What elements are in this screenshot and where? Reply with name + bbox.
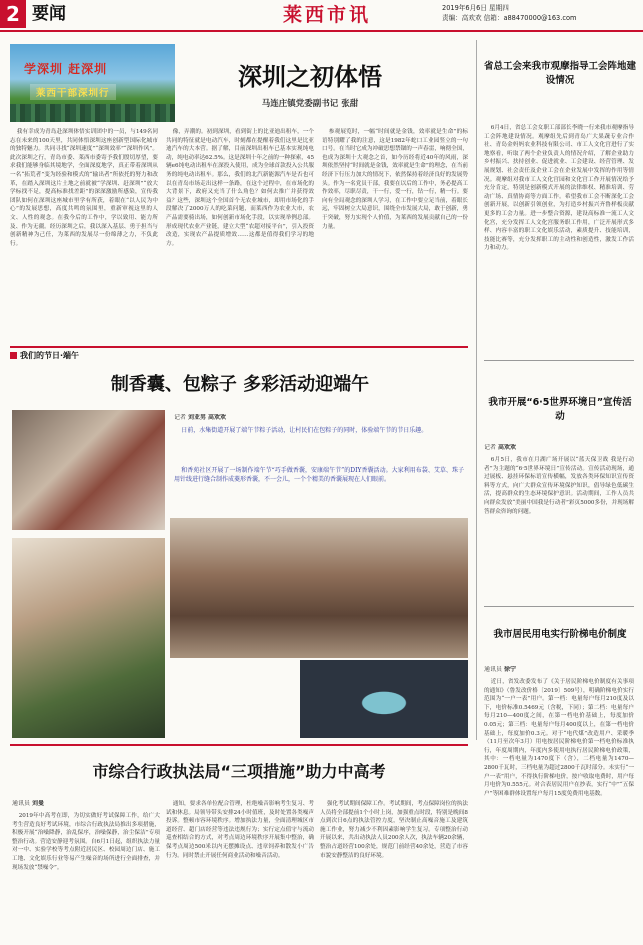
sidebar1-title: 省总工会来我市观摩指导工会阵地建设情况 xyxy=(484,61,636,86)
page-number: 2 xyxy=(0,0,26,28)
sidebar3-body: 近日，省发改委发布了《关于居民阶梯电价制度有关事项的通知》（鲁发改价格〔2019〕509号），明确阶梯电价实行范围为“一户一表”用户。第一档：电量每户每月210度及以下，电价标准0.5469元（含税，下同）；第二档：电量每户每月210—400度之间，在第一档电价基础上，每度加价0.05元；第三档：电量每户每月400度以上，在第一档电价基础上，每度加价0.3元。对于“电代煤”改造用户、采暖季（11月至次年3月）用电按居民阶梯电价第一档电价标准执行，年度周期内，年度内多使用电执行居民阶梯电价政策，其中：一档电量为1470度下（含），二档电量为1470—2800千瓦时，三档电量为超过2800千瓦时部分。未实行“一户一表”用户，不得执行阶梯电价，按户收取电费时，用户每月电价为0.555元。对合表居民用户在抄表，实行“中”“五保户”等困难群体设置每户每月15度免费用电基数。 xyxy=(484,679,634,797)
sidebar1-body: 6月4日，省总工会女职工部部长李晓一行来我市观摩指导工会阵地建设情况。观摩组先后到青岛广大果蔬专业合作社、青岛金妈妈农业科技有限公司、市工人文化宫进行了实地察看，听取了两个企业负责人的情况介绍，了解企业助力乡村振兴、扶持创业、促进就业、工会建设、经营管理、发展规划、社会责任及企业工会在企业发展中发挥的作用等情况。观摩组对我市工人文化宫园和文化宫工作开展情况给予充分肯定，特别是创新模式开展的法律维权、精准培训、劳动广场、真情协商等方面工作。希望我市工会不断深化工会创新开展，以创新引领创业，为打造乡村振兴齐鲁样板贡献更多的工会力量。进一步整合资源，建设高标准一流工人文化宫，充分发挥工人文化宫服务职工作用，广泛开展形式多样、内容丰富的职工文化娱乐活动，素质提升、技能培训，技能比赛等，充分发挥职工的主动性和创造性，激发工作活力和动力。 xyxy=(484,125,634,252)
sidebar-divider xyxy=(476,40,477,740)
header-rule xyxy=(0,30,643,32)
banner-image xyxy=(10,44,175,122)
photo-children-zongzi xyxy=(12,538,165,738)
sidebar-separator-2 xyxy=(484,606,634,607)
photo-sachet-closeup xyxy=(300,660,468,738)
bottom-rule xyxy=(10,744,468,746)
newspaper-logo: 莱西市讯 xyxy=(282,4,371,26)
sidebar2-title: 我市开展“6·5世界环境日”宣传活动 xyxy=(488,397,632,422)
bottom-column-1: 2019年中高考在即，为切实做好考试保障工作，给广大考生营造良好考试环境，市综合行政执法局推出多项措施，积极开展“治噪降静，治乱保序，治噪保静，治尘保洁”专项整治行动。营造安静迎考氛围。自6月1日起，组织执法力量对一中、实验学校等考点附近居民区、校园周边门店、施工工地、文化娱乐行业等易产生噪音的场所进行全面排查，并现场发放“禁噪令”。 xyxy=(12,813,160,871)
lead-column-3: 参观展览时，一幅“时间就是金钱，效率就是生命”的标语特别耀了我的注意，这是1982年蛇口工业园竖立的一句口号。在当时它成为冲破思想禁锢的一声春雷，响彻全国，也成为深圳十大观念之首，如今历经将近40年的风雨，深圳依然坚持“时间就是金钱，效率就是生命”的理念，在当前经济下行压力加大的情况下，依然保持着经济良好的发展势头。作为一名党员干部，我要在以后的工作中，务必提高工作效率，尽职尽责，干一行，爱一行，钻一行，精一行。要向有全局观念的深圳人学习，在工作中要立足当前，着眼长远，牢固树立大局意识，围绕全市发展大局，敢于创新，勇于突破，努力实现个人价值，为莱西的发展贡献自己的一份力量。 xyxy=(322,129,468,230)
bottom-title: 市综合行政执法局“三项措施”助力中高考 xyxy=(92,762,386,781)
section-marker-icon xyxy=(10,352,17,359)
festival-caption-2: 和香苑社区开展了一场制作端午节“巧手做香囊，安康端午节”的DIY香囊活动。大家利用布袋、艾草、珠子用针线进行缝合制作成菱形香囊，不一会儿，一个个精美的香囊展现在人们眼前。 xyxy=(174,467,464,483)
sidebar2-author: 记者 高欢欢 xyxy=(484,444,516,451)
festival-title: 制香囊、包粽子 多彩活动迎端午 xyxy=(110,374,370,395)
lead-title: 深圳之初体悟 xyxy=(238,63,382,91)
festival-section-label: 我们的节日·端午 xyxy=(10,351,79,361)
sidebar3-title: 我市居民用电实行阶梯电价制度 xyxy=(493,629,627,640)
festival-rule xyxy=(10,346,468,348)
bottom-column-3: 强化考试期间保障工作。考试期间，考点保障岗位的执法人员将全部提前1个小时上岗，加强重点时段，特别是晚间8点到次日6点的执法管控力度，坚决制止高噪音施工及建筑施工作业，努力减少不利因素影响学生复习。专项整治行动开展以来，共出动执法人员200余人次，执法车辆20余辆，整治占道经营100余处，规范门前经营40余处，营造了市容市貌安静整洁的良好环境。 xyxy=(320,801,468,859)
lead-byline: 马连庄镇党委副书记 张甜 xyxy=(261,99,359,109)
date-line: 2019年6月6日 星期四 xyxy=(442,4,509,12)
festival-caption-1: 日前，水集街道开展了端午节粽子活动，让村民们在包粽子的同时，体验端午节的节日乐趣。 xyxy=(181,427,428,434)
city-skyline-graphic xyxy=(10,104,175,122)
photo-zongzi-making xyxy=(12,410,165,530)
banner-line2: 莱西干部深圳行 xyxy=(30,84,116,100)
bottom-column-2: 通知，要求各单位配合管理，杜绝噪音影响考生复习、考试和休息。局领导带头安排24小时值班，及时处置各类噪声投诉。整顿市容环境秩序。增加执法力量，全面清理城区市道经营、超门店经营等违法违规行为；实行定点值守与流动巡查相结合的方式，对考点周边环境秩序开展集中整治，确保考点周边500米以内无摆摊设点、违章饲养和散发小广告行为。同时禁止开展任何商业活动和噪音活动。 xyxy=(166,801,314,859)
sidebar-separator-1 xyxy=(484,360,634,361)
photo-sachet-workshop xyxy=(170,518,468,658)
festival-author: 记者 刘亚男 高欢欢 xyxy=(174,414,227,421)
banner-line1: 学深圳 赶深圳 xyxy=(24,62,108,76)
editor-line: 责编：高欢欢 信箱：a88470000@163.com xyxy=(442,14,577,22)
sidebar3-author: 通讯员 徐宁 xyxy=(484,666,516,673)
bottom-author: 通讯员 刘曼 xyxy=(12,800,44,807)
sidebar2-body: 6月5日，我市在月湖广场开展以“蓝天保卫战 我是行动者”为主题的“6·5世界环境日”宣传活动。宣传活动现场，通过展板、悬挂环保标语宣传横幅，发放各类环保知识宣传资料等方式，向广大群众宣传环境保护知识，倡导绿色低碳生活，提高群众的生态环境保护意识。活动期间，工作人员共向群众发放“美丽中国我是行动者”彩页5000多份，并现场解答群众咨询的问题。 xyxy=(484,457,634,515)
lead-column-1: 我有幸成为青岛赴深圳体悟实训团中的一员，与149名同志在未来的100天里，共同体悟深圳这座创新型国际化城市的独特魅力。共同寻找“深圳速度”“深圳效率”“深圳作风”。此次深圳之行，青岛市委、莱西市委寄予我们殷切厚望，要求我们能够身临其境地学，全面深度地学，真正带着深圳从一名“拓荒者”变为经验和模式的“输出者”所依托的努力和改革，在踏入深圳这片土地之前就被“学深圳、赶深圳”“放大学标找不足，提高标准找差距”的深深激励所感染，宣传我团队如何在深圳这座城市里学有所获，着眼在“以人民为中心”的发展思想，高度共鸣的氛围里，重新审视这里的人文、人性的观念。在我今后的工作中，学以致用、能力所及、作为无疆。经历深圳之后，我以深入基层、勇于担当与创新精神为己任，为莱西的发展尽一份绵薄之力，不负此行。 xyxy=(10,129,158,247)
section-name: 要闻 xyxy=(32,4,66,24)
lead-column-2: 像，弄潮的。初到深圳，看到街上的比亚迪出租车，一个共同的特征就是电动汽车，时刻都在提醒着我们这里是比亚迪汽车的大本营。据了解，目前深圳出租车已基本实现纯电动，纯电动率达62.5%。这是深圳十年之前的一种探索，45辆e6纯电动出租车在深投入使用，成为全球首款投入公共服务的纯电动出租车。那么，我们的北汽新能源汽车是否也可以在青岛市场走出这样一条路，在这个过程中，在市场化的大背景下，政府又充当了什么角色？如何去推广并获得效益？这些，深圳这个全国首个无农业城市，却用市场化的手段解决了2000万人的吃菜问题，而莱西作为农业大市，农产品需要骑出场，如何创新市场化手段，以实现举例总部。形成现代农业产业链，建立大型“农超对接平台”，引入投资改造，实现农产品提质增效……这都是值得我们学习的地方。 xyxy=(166,129,314,247)
